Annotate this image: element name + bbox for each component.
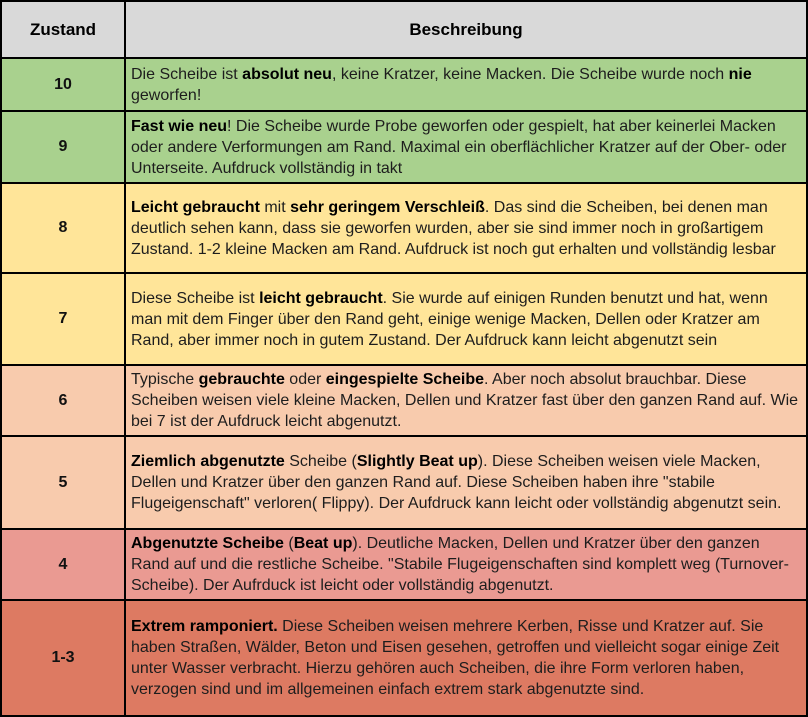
table-row bbox=[1, 365, 807, 436]
condition-value: 5 bbox=[1, 436, 125, 529]
table-row bbox=[1, 436, 807, 529]
condition-value: 1-3 bbox=[1, 600, 125, 716]
condition-description: Typische gebrauchte oder eingespielte Scheibe. Aber noch absolut brauchbar. Diese Scheiben weisen viele kleine Macken, Dellen und Kratzer fast über den ganzen Rand auf. Wie bei 7 ist der Aufdruck leicht abgenutzt. bbox=[125, 365, 807, 436]
table-row bbox=[1, 600, 807, 716]
table-row bbox=[1, 183, 807, 273]
table-row bbox=[1, 58, 807, 111]
condition-description: Ziemlich abgenutzte Scheibe (Slightly Beat up). Diese Scheiben weisen viele Macken, Dellen und Kratzer über den ganzen Rand auf. Diese Scheiben haben ihre "stabile Flugeigenschaft" verloren( Flippy). Der Aufdruck kann leicht oder vollständig abgenutzt sein. bbox=[125, 436, 807, 529]
condition-description: Fast wie neu! Die Scheibe wurde Probe geworfen oder gespielt, hat aber keinerlei Macken oder andere Verformungen am Rand. Maximal ein oberflächlicher Kratzer auf der Ober- oder Unterseite. Aufdruck vollständig in takt bbox=[125, 111, 807, 183]
table-row bbox=[1, 273, 807, 365]
condition-description: Die Scheibe ist absolut neu, keine Kratzer, keine Macken. Die Scheibe wurde noch nie geworfen! bbox=[125, 58, 807, 111]
condition-description: Abgenutzte Scheibe (Beat up). Deutliche Macken, Dellen und Kratzer über den ganzen Rand auf und die restliche Scheibe. "Stabile Flugeigenschaften sind komplett weg (Turnover-Scheibe). Der Aufrduck ist leicht oder vollständig abgenutzt. bbox=[125, 529, 807, 600]
table-row bbox=[1, 529, 807, 600]
condition-description: Diese Scheibe ist leicht gebraucht. Sie wurde auf einigen Runden benutzt und hat, wenn man mit dem Finger über den Rand geht, einige wenige Macken, Dellen oder Kratzer am Rand, aber immer noch in gutem Zustand. Der Aufdruck kann leicht abgenutzt sein bbox=[125, 273, 807, 365]
condition-value: 7 bbox=[1, 273, 125, 365]
header-condition: Zustand bbox=[1, 1, 125, 58]
header-description: Beschreibung bbox=[125, 1, 807, 58]
condition-value: 9 bbox=[1, 111, 125, 183]
table-header-row bbox=[1, 1, 807, 58]
condition-value: 4 bbox=[1, 529, 125, 600]
condition-value: 6 bbox=[1, 365, 125, 436]
condition-description: Extrem ramponiert. Diese Scheiben weisen mehrere Kerben, Risse und Kratzer auf. Sie haben Straßen, Wälder, Beton und Eisen gesehen, getroffen und vielleicht sogar einige Zeit unter Wasser verbracht. Hierzu gehören auch Scheiben, die ihre Form verloren haben, verzogen sind und im allgemeinen einfach extrem stark abgenutzte sind. bbox=[125, 600, 807, 716]
table-row bbox=[1, 111, 807, 183]
condition-value: 8 bbox=[1, 183, 125, 273]
condition-description: Leicht gebraucht mit sehr geringem Verschleiß. Das sind die Scheiben, bei denen man deutlich sehen kann, dass sie geworfen wurden, aber sie sind immer noch in großartigem Zustand. 1-2 kleine Macken am Rand. Aufdruck ist noch gut erhalten und vollständig lesbar bbox=[125, 183, 807, 273]
condition-value: 10 bbox=[1, 58, 125, 111]
